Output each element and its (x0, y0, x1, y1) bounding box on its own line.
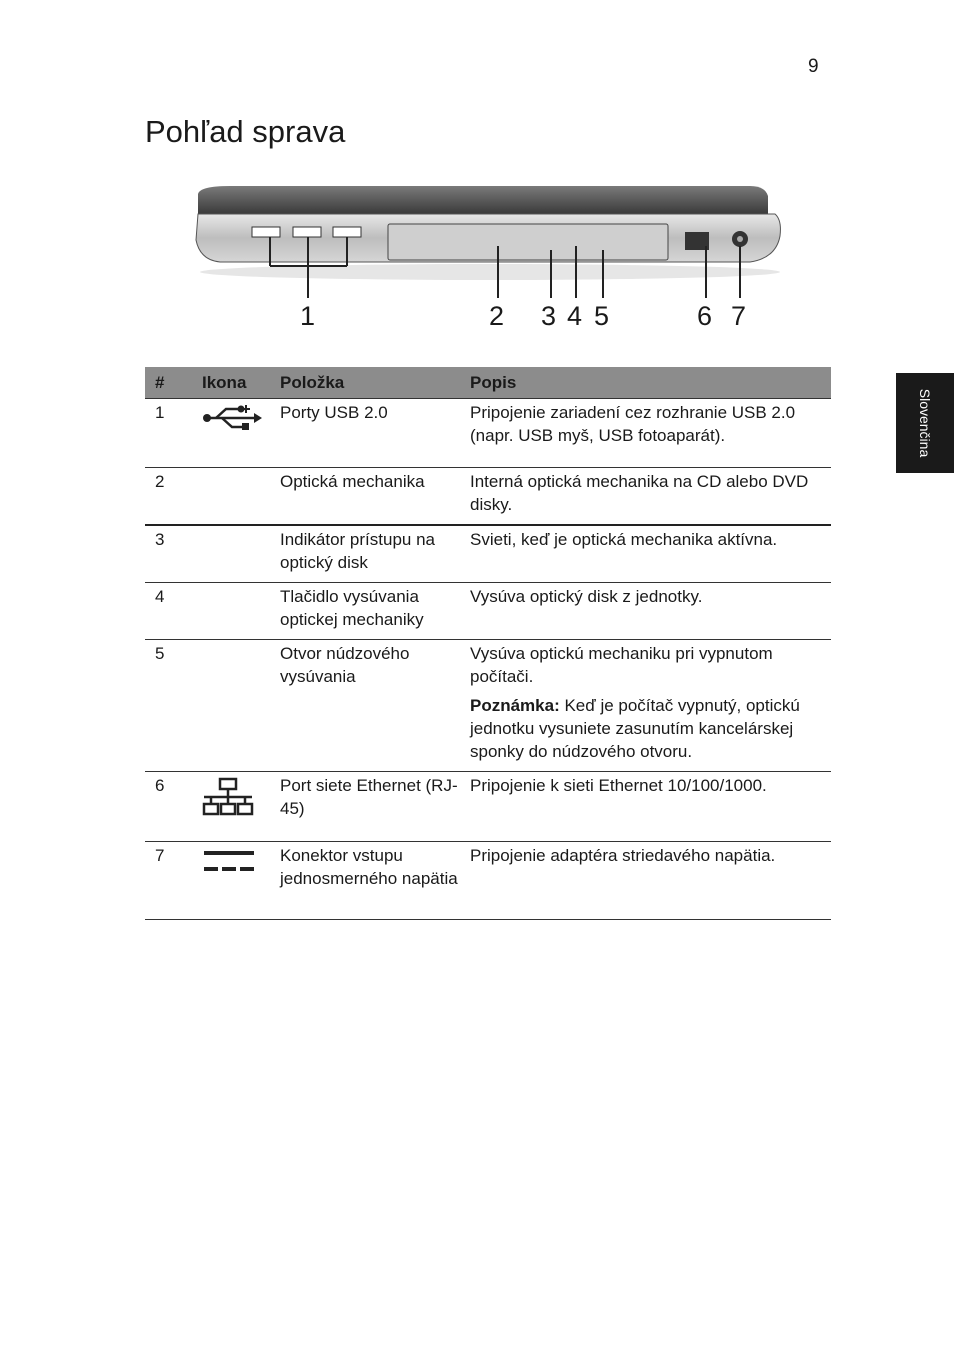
row-num: 1 (145, 399, 192, 468)
row-num: 5 (145, 640, 192, 772)
row-item: Otvor núdzového vysúvania (270, 640, 460, 772)
callout-7: 7 (731, 301, 747, 331)
row-num: 4 (145, 583, 192, 640)
table-row (145, 468, 831, 526)
table-row (145, 399, 831, 468)
note-paragraph (470, 694, 831, 763)
ports-table (145, 367, 831, 920)
row-item: Indikátor prístupu na optický disk (270, 525, 460, 583)
laptop-right-view-illustration (190, 180, 790, 340)
ethernet-icon (202, 777, 254, 817)
row-num: 2 (145, 468, 192, 526)
header-item: Položka (270, 367, 460, 399)
table-row (145, 640, 831, 772)
callout-6: 6 (697, 301, 713, 331)
row-num: 6 (145, 772, 192, 842)
page-number: 9 (808, 56, 819, 77)
usb-icon (202, 404, 262, 432)
row-item: Tlačidlo vysúvania optickej mechaniky (270, 583, 460, 640)
row-description: Interná optická mechanika na CD alebo DVD disky. (460, 468, 831, 526)
row-num: 3 (145, 525, 192, 583)
row-icon (192, 468, 270, 526)
row-description: Pripojenie zariadení cez rozhranie USB 2.0 (napr. USB myš, USB fotoaparát). (460, 399, 831, 468)
callout-4: 4 (567, 301, 583, 331)
row-item: Optická mechanika (270, 468, 460, 526)
row-item: Port siete Ethernet (RJ-45) (270, 772, 460, 842)
header-num: # (145, 367, 192, 399)
side-tab-label: Slovenčina (917, 388, 933, 458)
row-icon (192, 842, 270, 920)
row-icon (192, 583, 270, 640)
table-header-row (145, 367, 831, 399)
row-item: Konektor vstupu jednosmerného napätia (270, 842, 460, 920)
row-icon (192, 640, 270, 772)
row-description (460, 640, 831, 772)
row-description-text: Vysúva optickú mechaniku pri vypnutom počítači. (470, 644, 773, 686)
table-row (145, 583, 831, 640)
callout-5: 5 (594, 301, 610, 331)
dc-power-icon (202, 847, 256, 875)
table-row (145, 525, 831, 583)
row-icon (192, 525, 270, 583)
row-item: Porty USB 2.0 (270, 399, 460, 468)
callout-3: 3 (541, 301, 557, 331)
row-description: Vysúva optický disk z jednotky. (460, 583, 831, 640)
row-icon (192, 772, 270, 842)
note-text: Keď je počítač vypnutý, optickú jednotku vysuniete zasunutím kancelárskej sponky do núdzového otvoru. (470, 696, 800, 761)
header-description: Popis (460, 367, 831, 399)
row-description: Pripojenie k sieti Ethernet 10/100/1000. (460, 772, 831, 842)
row-description: Svieti, keď je optická mechanika aktívna. (460, 525, 831, 583)
callout-1: 1 (300, 301, 316, 331)
table-row (145, 842, 831, 920)
header-icon: Ikona (192, 367, 270, 399)
row-num: 7 (145, 842, 192, 920)
row-description: Pripojenie adaptéra striedavého napätia. (460, 842, 831, 920)
note-label: Poznámka: (470, 696, 560, 715)
callout-2: 2 (489, 301, 505, 331)
row-icon (192, 399, 270, 468)
table-row (145, 772, 831, 842)
language-side-tab (896, 373, 954, 473)
page-title: Pohľad sprava (145, 114, 346, 149)
